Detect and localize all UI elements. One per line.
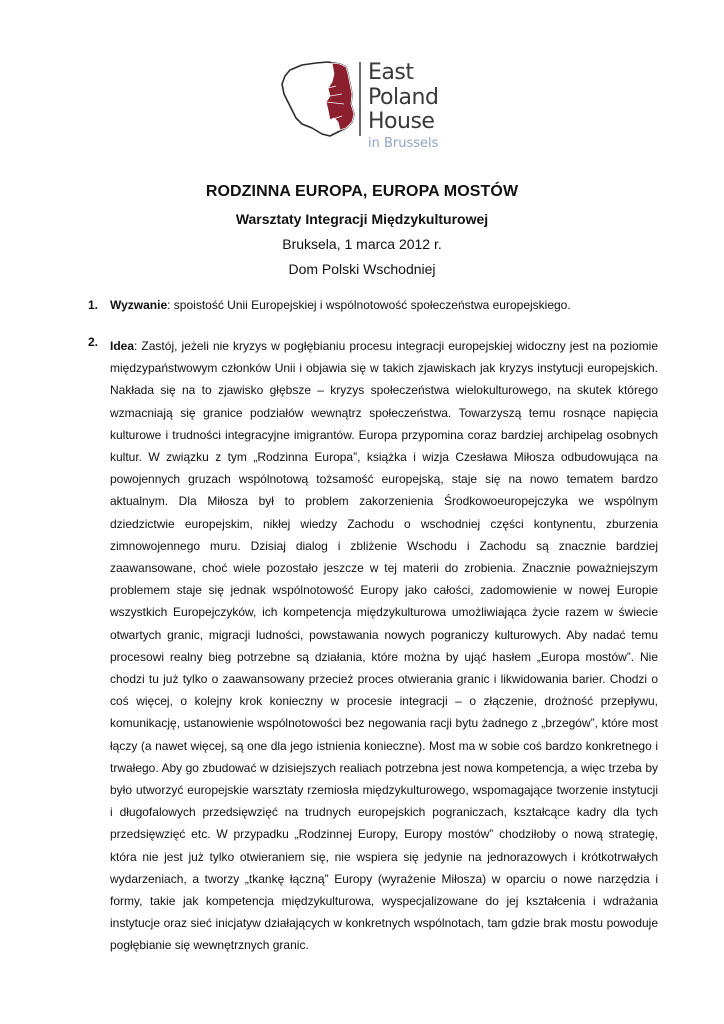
list-item-body xyxy=(110,335,658,957)
list-item-text: : spoistość Unii Europejskiej i wspólnotowość społeczeństwa europejskiego. xyxy=(167,298,571,312)
document-venue: Dom Polski Wschodniej xyxy=(288,261,436,277)
list-item-lead: Idea xyxy=(110,339,135,353)
list-item-text: : Zastój, jeżeli nie kryzys w pogłębianiu procesu integracji europejskiej widoczny jest na poziomie międzypaństwowym członków Unii i objawia się w takich zjawiskach jak kryzys instytucji europejskich. Nakłada się na to zjawisko głębsze – kryzys społeczeństwa wielokulturowego, na skutek którego wzmacniają się granice podziałów wewnątrz społeczeństwa. Towarzyszą temu rosnące napięcia kulturowe i trudności integracyjne imigrantów. Europa przypomina coraz bardziej archipelag osobnych kultur. W związku z tym „Rodzinna Europa”, książka i wizja Czesława Miłosza odbudowująca na powojennych gruzach wspólnotową tożsamość europejską, staje się na nowo tematem bardzo aktualnym. Dla Miłosza był to problem zakorzenienia Środkowoeuropejczyka we wspólnym dziedzictwie europejskim, nikłej wiedzy Zachodu o wschodniej części kontynentu, zburzenia zimnowojennego muru. Dzisiaj dialog i zbliżenie Wschodu i Zachodu są znacznie bardziej zaawansowane, choć wiele pozostało jeszcze w tej materii do zrobienia. Znacznie poważniejszym problemem staje się jednak wspólnotowość Europy jako całości, zadomowienie w nowej Europie wszystkich Europejczyków, ich kompetencja międzykulturowa umożliwiająca życie razem w świecie otwartych granic, migracji ludności, powstawania nowych pograniczy kulturowych. Aby nadać temu procesowi realny bieg potrzebne są działania, które można by ująć hasłem „Europa mostów”. Nie chodzi tu już tylko o zaawansowany przecież proces otwierania granic i likwidowania barier. Chodzi o coś więcej, o kolejny krok konieczny w procesie integracji – o złączenie, drożność przepływu, komunikację, ustanowienie wspólnotowości bez negowania racji bytu żadnego z „brzegów”, które most łączy (a nawet więcej, są one dla jego istnienia konieczne). Most ma w sobie coś bardzo konkretnego i trwałego. Aby go zbudować w dzisiejszych realiach potrzebna jest nowa kompetencja, a więc trzeba by było utworzyć europejskie warsztaty rzemiosła międzykulturowego, wspomagające tworzenie instytucji i długofalowych przedsięwzięć na trudnych europejskich pograniczach, kształcące kadry dla tych przedsięwzięć etc. W przypadku „Rodzinnej Europy, Europy mostów” chodziłoby o nową strategię, która nie jest już tylko otwieraniem się, nie wspiera się jedynie na jednorazowych i krótkotrwałych wydarzeniach, a tworzy „tkankę łączną” Europy (wyrażenie Miłosza) w oparciu o nowe narzędzia i formy, takie jak kompetencja międzykulturowa, wyspecjalizowane do jej kształcenia i wdrażania instytucje oraz sieć inicjatyw działających w konkretnych wspólnotach, tam gdzie brak mostu powoduje pogłębianie się wewnętrznych granic. xyxy=(110,339,658,953)
logo-line-east: East xyxy=(368,60,414,85)
document-title: RODZINNA EUROPA, EUROPA MOSTÓW xyxy=(205,183,519,200)
list-item-number: 1. xyxy=(88,298,99,312)
logo-line-poland: Poland xyxy=(368,84,439,110)
poland-map-icon xyxy=(276,58,368,138)
document-subtitle: Warsztaty Integracji Międzykulturowej xyxy=(235,211,489,227)
logo-line-house: House xyxy=(368,109,435,134)
list-item-body xyxy=(110,297,658,314)
east-poland-house-logo xyxy=(276,58,456,158)
logo-wordmark xyxy=(368,62,438,150)
logo-subtitle: in Brussels xyxy=(368,135,439,151)
list-item-number: 2. xyxy=(88,335,99,349)
list-item-lead: Wyzwanie xyxy=(110,298,168,312)
document-dateline: Bruksela, 1 marca 2012 r. xyxy=(282,236,442,252)
